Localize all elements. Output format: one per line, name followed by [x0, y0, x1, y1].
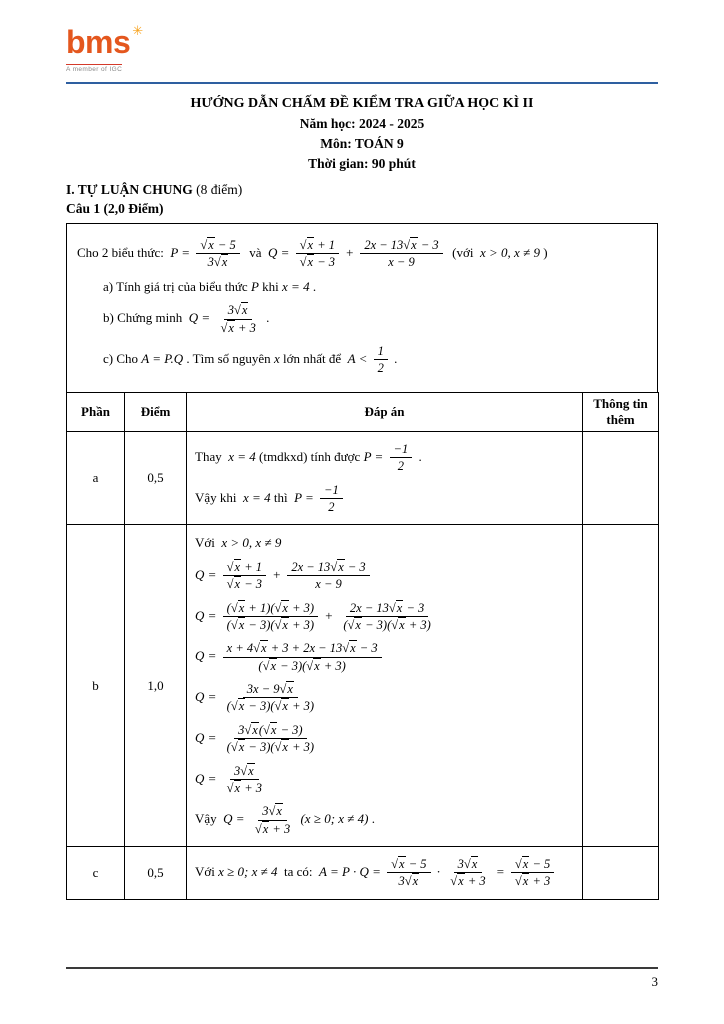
square-root: √x: [226, 559, 241, 574]
problem-item-c: c) Cho A = P.Q . Tìm số nguyên x lớn nhất để A < $\frac{1}{2}$ .: [103, 344, 398, 376]
fraction: $\frac{(√x + 1)(√x + 3)}{(√x - 3)(√x + 3)}$: [223, 601, 318, 633]
problem-intro: Cho 2 biểu thức: P = $\frac{√x - 5}{3√x}$ và Q = $\frac{√x + 1}{√x - 3}$ + $\frac{2x - 13√x - 3}{x - 9}$ (với x > 0, x ≠ 9 ): [77, 238, 548, 270]
fraction: $\frac{√x - 5}{√x + 3}$: [511, 857, 554, 889]
square-root: √x: [213, 255, 228, 270]
subject: Môn: TOÁN 9: [320, 136, 404, 151]
extra-info-cell: [583, 525, 659, 847]
part-cell: a: [67, 431, 125, 525]
answer-line: Q = $\frac{x + 4√x + 3 + 2x - 13√x - 3}{(√x - 3)(√x + 3)}$: [195, 640, 574, 674]
problem-statement: [66, 223, 658, 393]
question-heading: Câu 1 (2,0 Điểm): [66, 201, 164, 216]
fraction: $\frac{3x - 9√x}{(√x - 3)(√x + 3)}$: [226, 682, 315, 714]
header-part: Phần: [67, 392, 125, 431]
square-root: √x: [274, 617, 288, 632]
logo-text: bms: [66, 24, 131, 60]
fraction: $\frac{3√x}{√x + 3}$: [226, 763, 263, 795]
answer-row: [67, 525, 659, 847]
square-root: √x: [230, 600, 245, 615]
school-year: Năm học: 2024 - 2025: [299, 116, 425, 131]
fraction: $\frac{x + 4√x + 3 + 2x - 13√x - 3}{(√x - 3)(√x + 3)}$: [223, 641, 382, 673]
square-root: √x: [200, 238, 214, 252]
fraction: $\frac{2x - 13√x - 3}{x - 9}$: [287, 560, 369, 592]
square-root: √x: [230, 699, 245, 714]
square-root: √x: [514, 857, 529, 872]
fraction: $\frac{√x + 1}{√x - 3}$: [223, 560, 266, 592]
extra-info-cell: [583, 431, 659, 525]
document-title: HƯỚNG DẪN CHẤM ĐỀ KIỂM TRA GIỮA HỌC KÌ II: [190, 96, 534, 111]
answer-row: [67, 847, 659, 900]
fraction: $\frac{3√x}{√x + 3}$: [254, 804, 291, 836]
square-root: √x: [274, 740, 288, 755]
square-root: √x: [234, 303, 248, 318]
fraction: $\frac{2x - 13√x - 3}{(√x - 3)(√x + 3)}$: [343, 600, 431, 632]
header-score: Điểm: [125, 392, 187, 431]
square-root: √x: [253, 641, 267, 656]
bms-logo: [66, 23, 144, 76]
answer-row: [67, 431, 659, 525]
problem-item-a: a) Tính giá trị của biểu thức P khi x = 4 .: [103, 278, 317, 294]
square-root: √x: [240, 763, 254, 778]
header-answer: Đáp án: [187, 392, 583, 431]
answer-line: Với x ≥ 0; x ≠ 4 ta có: A = P · Q = $\frac{√x - 5}{3√x}$ · $\frac{3√x}{√x + 3}$ = $\frac{√x - 5}{√x + 3}$: [195, 856, 574, 890]
fraction: $\frac{2x - 13√x - 3}{x - 9}$: [360, 238, 442, 270]
document-titles: [66, 96, 658, 172]
square-root: √x: [514, 874, 529, 889]
answer-line: Q = $\frac{3√x(√x - 3)}{(√x - 3)(√x + 3)}$: [195, 722, 574, 756]
square-root: √x: [388, 600, 403, 615]
fraction: $\frac{-1}{2}$: [390, 442, 413, 474]
duration: Thời gian: 90 phút: [308, 156, 416, 171]
square-root: √x: [262, 658, 277, 673]
square-root: √x: [220, 320, 234, 335]
square-root: √x: [279, 682, 293, 697]
section-heading-bold: I. TỰ LUẬN CHUNG: [66, 182, 193, 197]
square-root: √x: [403, 238, 417, 252]
answer-line: Thay x = 4 (tmdkxd) tính được P = $\frac{-1}{2}$ .: [195, 441, 422, 474]
part-cell: c: [67, 847, 125, 900]
answer-cell: [187, 847, 583, 900]
fraction: $\frac{1}{2}$: [374, 344, 388, 376]
square-root: √x: [347, 617, 361, 632]
answer-cell: [187, 525, 583, 847]
answer-line: Với x > 0, x ≠ 9: [195, 535, 282, 551]
part-cell: b: [67, 525, 125, 847]
square-root: √x: [226, 577, 241, 592]
fraction: $\frac{3√x}{√x + 3}$: [220, 303, 256, 335]
square-root: √x: [244, 722, 258, 737]
score-cell: 0,5: [125, 847, 187, 900]
square-root: √x: [299, 255, 314, 270]
logo-row: [66, 23, 144, 60]
square-root: √x: [450, 874, 464, 889]
square-root: √x: [342, 641, 356, 656]
square-root: √x: [306, 658, 320, 673]
square-root: √x: [463, 857, 478, 872]
square-root: √x: [230, 740, 245, 755]
score-cell: 1,0: [125, 525, 187, 847]
extra-info-cell: [583, 847, 659, 900]
answer-line: Q = $\frac{√x + 1}{√x - 3}$ + $\frac{2x - 13√x - 3}{x - 9}$: [195, 559, 574, 593]
square-root: √x: [226, 780, 241, 795]
square-root: √x: [230, 617, 245, 632]
square-root: √x: [391, 617, 405, 632]
page-footer: [66, 967, 658, 990]
header-extra-info: Thông tin thêm: [583, 392, 659, 431]
answer-line: Q = $\frac{3√x}{√x + 3}$: [195, 763, 574, 797]
page-number: 3: [651, 974, 658, 989]
fraction: $\frac{√x + 1}{√x - 3}$: [296, 238, 339, 270]
answer-line: Vậy Q = $\frac{3√x}{√x + 3}$ (x ≥ 0; x ≠ 4) .: [195, 804, 376, 836]
answer-line: Q = $\frac{(√x + 1)(√x + 3)}{(√x - 3)(√x + 3)}$ + $\frac{2x - 13√x - 3}{(√x - 3)(√x + 3)}$: [195, 600, 574, 634]
square-root: √x: [254, 821, 269, 836]
answer-cell: [187, 431, 583, 525]
square-root: √x: [268, 804, 282, 819]
section-heading: [66, 182, 658, 198]
square-root: √x: [274, 699, 288, 714]
square-root: √x: [263, 722, 277, 737]
fraction: $\frac{-1}{2}$: [320, 483, 343, 515]
grading-table: [66, 392, 659, 900]
header-divider: [66, 82, 658, 84]
square-root: √x: [391, 857, 405, 872]
section-heading-suffix: (8 điểm): [192, 182, 243, 197]
problem-item-b: b) Chứng minh Q = $\frac{3√x}{√x + 3}$ .: [103, 303, 270, 335]
fraction: $\frac{3√x}{√x + 3}$: [450, 857, 486, 889]
logo-subtext: A member of IGC: [66, 66, 123, 73]
answer-line: Q = $\frac{3x - 9√x}{(√x - 3)(√x + 3)}$: [195, 681, 574, 715]
sun-burst-icon: ✳: [132, 23, 144, 38]
footer-divider: [66, 967, 658, 969]
fraction: $\frac{√x - 5}{3√x}$: [196, 238, 239, 270]
score-cell: 0,5: [125, 431, 187, 525]
square-root: √x: [330, 559, 344, 574]
fraction: $\frac{3√x(√x - 3)}{(√x - 3)(√x + 3)}$: [226, 722, 315, 755]
fraction: $\frac{√x - 5}{3√x}$: [387, 857, 430, 889]
square-root: √x: [299, 238, 314, 252]
square-root: √x: [274, 600, 288, 615]
answer-line: Vậy khi x = 4 thì P = $\frac{-1}{2}$: [195, 482, 574, 516]
grading-table-header-row: [67, 392, 659, 431]
square-root: √x: [404, 874, 419, 889]
